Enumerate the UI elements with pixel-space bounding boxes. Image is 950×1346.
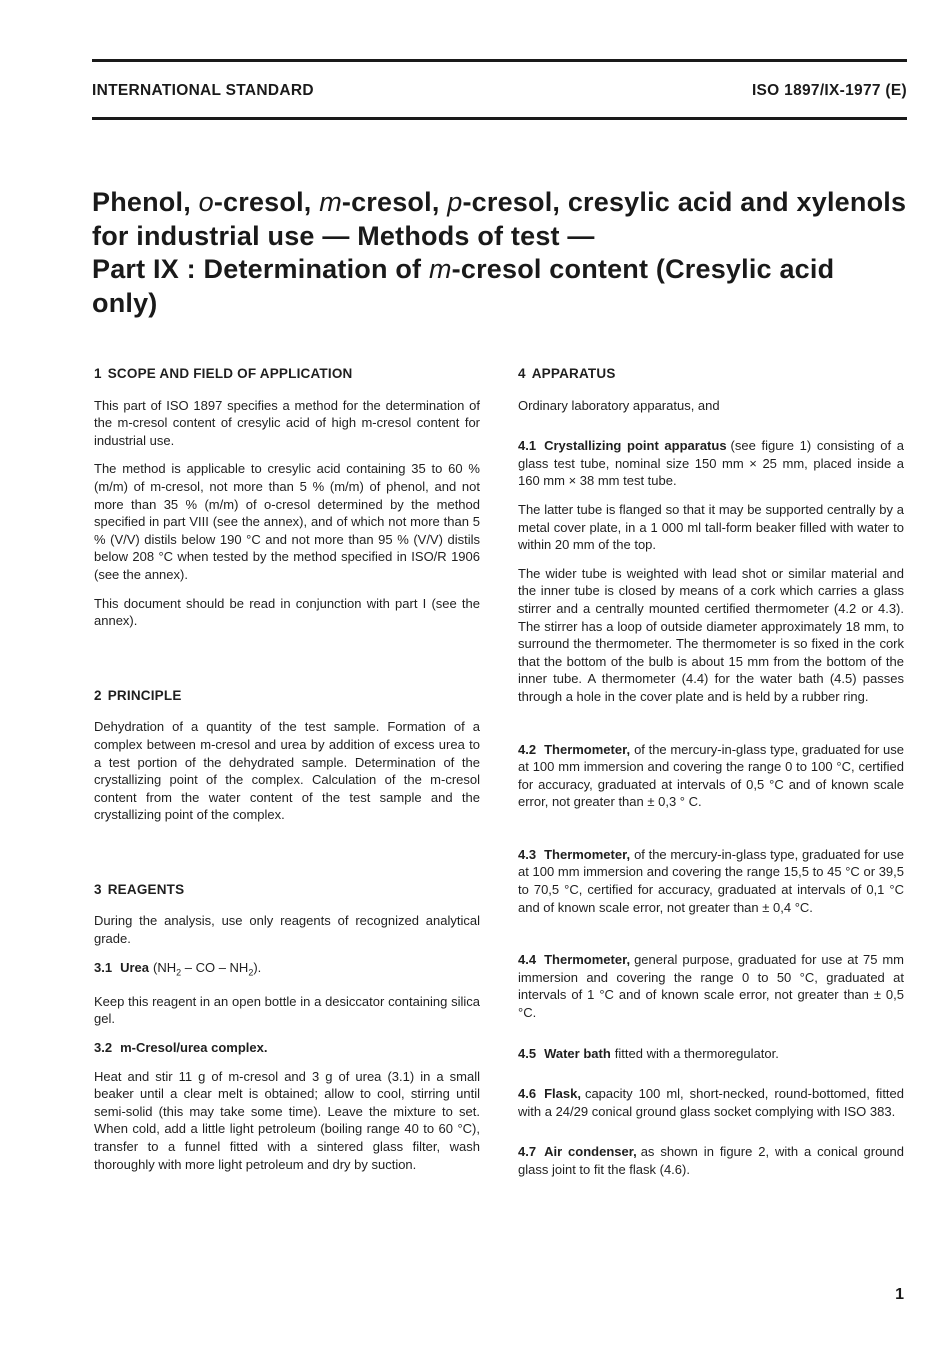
apparatus-4-1-paragraph-2: The latter tube is flanged so that it may be supported centrally by a metal cover plate, in a 1 000 ml tall-form beaker filled with water to within 20 mm of the top. [518, 501, 904, 553]
reagents-intro: During the analysis, use only reagents of recognized analytical grade. [94, 913, 480, 947]
scope-paragraph-1: This part of ISO 1897 specifies a method for the determination of the m-cresol content of cresylic acid of high m-cresol content for industrial use. [94, 397, 480, 448]
title-line-4: only) [92, 287, 158, 318]
right-column [518, 365, 904, 1190]
reagent-3-1-title: 3.1 Urea ($NH_2$ – CO – $NH_2$). [94, 959, 262, 978]
apparatus-4-1: 4.1 Crystallizing point apparatus (see figure 1) consisting of a glass test tube, nominal size 150 mm × 25 mm, placed inside a 160 mm × 38 mm test tube. [518, 438, 904, 489]
page-number: 1 [895, 1286, 904, 1303]
apparatus-4-7: 4.7 Air condenser, as shown in figure 2, with a conical ground glass joint to fit the flask (4.6). [518, 1144, 904, 1177]
scope-paragraph-2: The method is applicable to cresylic acid containing 35 to 60 % (m/m) of m-cresol, not more than 5 % (m/m) of phenol, and not more than 35 % (m/m) of o-cresol determined by the method specified in part VIII (see the annex), and of which not more than 5 % (V/V) distils below 190 °C and not more than 95 % (V/V) distils below 208 °C when tested by the method specified in ISO/R 1906 (see the annex). [94, 461, 480, 582]
reagent-3-2-title: 3.2 m-Cresol/urea complex. [94, 1040, 268, 1056]
header-bottom-rule [92, 117, 907, 120]
title-line-1: Phenol, o-cresol, m-cresol, p-cresol, cresylic acid and xylenols [92, 187, 907, 217]
standard-label: INTERNATIONAL STANDARD [92, 82, 314, 99]
apparatus-4-4: 4.4 Thermometer, general purpose, graduated for use at 75 mm immersion and covering the range 0 to 50 °C, graduated at intervals of 1 °C and of known scale error, not greater than ± 0,5 °C. [518, 952, 904, 1021]
section-apparatus-heading: 4 APPARATUS [518, 366, 616, 381]
apparatus-4-5: 4.5 Water bath fitted with a thermoregulator. [518, 1045, 779, 1061]
apparatus-4-2: 4.2 Thermometer, of the mercury-in-glass type, graduated for use at 100 mm immersion and covering the range 0 to 100 °C, certified for accuracy, graduated at intervals of 0,5 °C and of known scale error, not greater than ± 0,3 ° C. [518, 741, 904, 810]
section-reagents-heading: 3 REAGENTS [94, 881, 185, 897]
header-top-rule [92, 59, 907, 62]
document-title [92, 186, 912, 320]
apparatus-4-1-paragraph-3: The wider tube is weighted with lead shot or similar material and the inner tube is closed by means of a cork which carries a glass stirrer and a centrally mounted certified thermometer (4.2 or 4.3). The stirrer has a loop of outside diameter approximately 18 mm, to surround the thermometer. The thermometer is so fixed in the cork that the bottom of the bulb is about 15 mm from the bottom of the inner tube. A thermometer (4.4) for the water bath (4.5) passes through a hole in the cover plate and is held by a rubber ring. [518, 565, 904, 704]
apparatus-intro: Ordinary laboratory apparatus, and [518, 397, 720, 413]
reagent-3-1-text: Keep this reagent in an open bottle in a desiccator containing silica gel. [94, 993, 480, 1027]
scope-paragraph-3: This document should be read in conjunction with part I (see the annex). [94, 595, 480, 629]
title-line-2: for industrial use — Methods of test — [92, 220, 595, 251]
principle-paragraph: Dehydration of a quantity of the test sample. Formation of a complex between m-cresol and urea by addition of excess urea to a test portion of the dehydrated sample. Determination of the crystallizing point of the complex. Calculation of the m-cresol content from the water content of the test sample and the crystallizing point of the complex. [94, 719, 480, 823]
apparatus-4-3: 4.3 Thermometer, of the mercury-in-glass type, graduated for use at 100 mm immersion and covering the range 15,5 to 45 °C or 39,5 to 70,5 °C, certified for accuracy, graduated at intervals of 0,1 °C and of known scale error, not greater than ± 0,4 °C. [518, 846, 904, 915]
standard-number: ISO 1897/IX-1977 (E) [751, 82, 907, 99]
section-principle-heading: 2 PRINCIPLE [94, 687, 182, 703]
title-line-3: Part IX : Determination of m-cresol content (Cresylic acid [92, 254, 835, 284]
apparatus-4-6: 4.6 Flask, capacity 100 ml, short-necked, round-bottomed, fitted with a 24/29 conical ground glass socket complying with ISO 383. [518, 1086, 904, 1119]
section-scope-heading: 1 SCOPE AND FIELD OF APPLICATION [94, 366, 353, 381]
left-column [94, 365, 480, 1184]
reagent-3-2-text: Heat and stir 11 g of m-cresol and 3 g of urea (3.1) in a small beaker until a clear melt is obtained; allow to cool, stirring until semi-solid (this may take some time). Leave the mixture to set. When cold, add a little light petroleum (boiling range 40 to 60 °C), transfer to a funnel fitted with a sintered glass filter, wash thoroughly with more light petroleum and dry by suction. [94, 1068, 480, 1172]
